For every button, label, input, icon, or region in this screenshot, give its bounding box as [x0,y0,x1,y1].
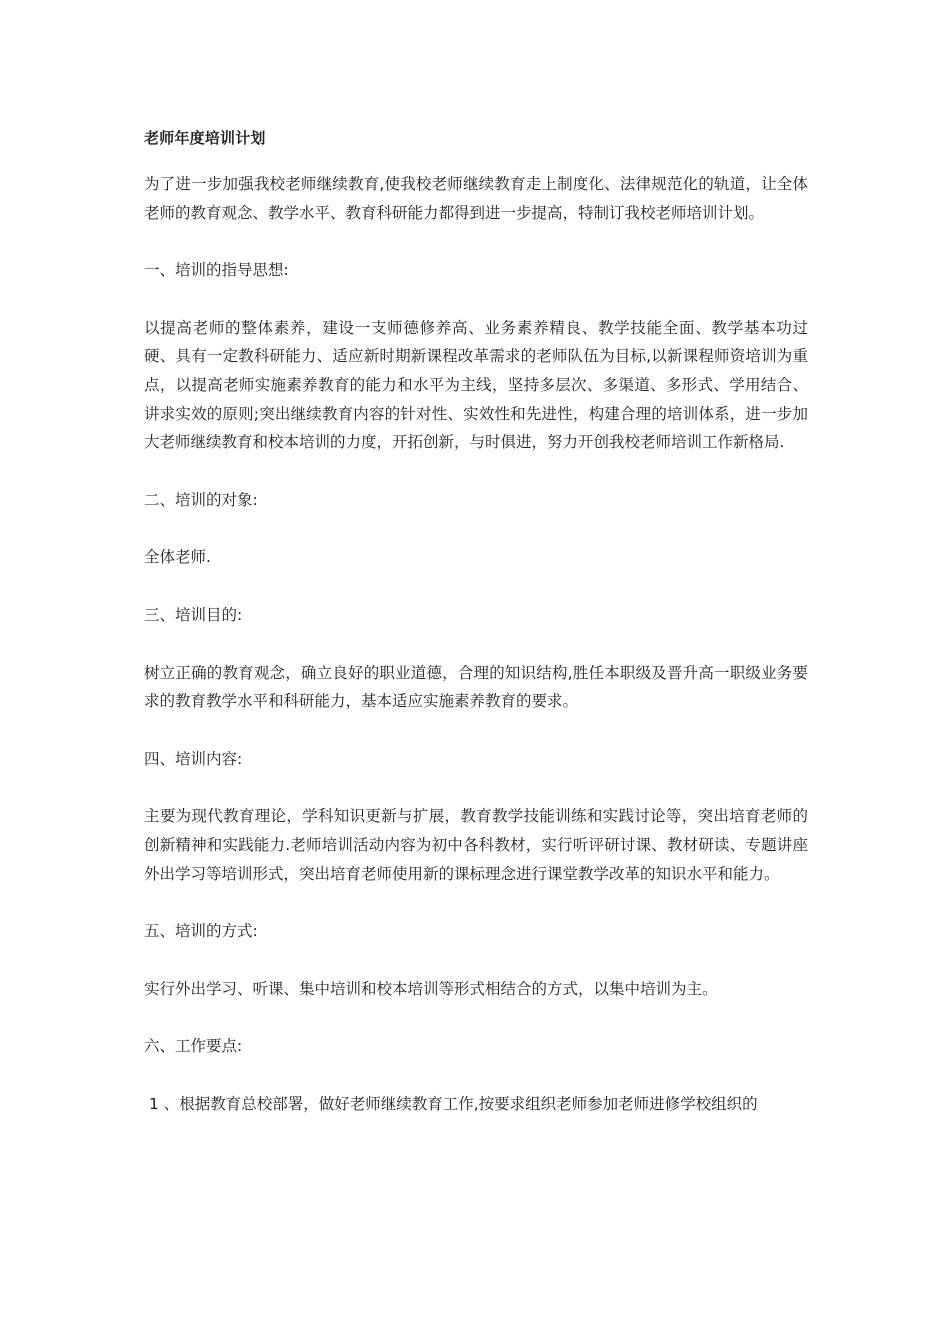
intro-paragraph: 为了进一步加强我校老师继续教育,使我校老师继续教育走上制度化、法律规范化的轨道，让全体老师的教育观念、教学水平、教育科研能力都得到进一步提高，特制订我校老师培训计划。 [144,175,808,222]
section-body-training-purpose: 树立正确的教育观念，确立良好的职业道德，合理的知识结构,胜任本职级及晋升高一职级业务要求的教育教学水平和科研能力，基本适应实施素养教育的要求。 [144,663,808,711]
section-body-work-points: 1 、根据教育总校部署，做好老师继续教育工作,按要求组织老师参加老师进修学校组织的 [144,1094,758,1113]
section-body-guiding-ideology: 以提高老师的整体素养，建设一支师德修养高、业务素养精良、教学技能全面、教学基本功过硬、具有一定教科研能力、适应新时期新课程改革需求的老师队伍为目标,以新课程师资培训为重点，以提高老师实施素养教育的能力和水平为主线，坚持多层次、多渠道、多形式、学用结合、讲求实效的原则;突出继续教育内容的针对性、实效性和先进性，构建合理的培训体系，进一步加大老师继续教育和校本培训的力度，开拓创新，与时俱进，努力开创我校老师培训工作新格局. [144,318,808,452]
section-heading-guiding-ideology: 一、培训的指导思想: [144,261,289,280]
document-page [144,118,808,1147]
section-heading-training-method: 五、培训的方式: [144,922,258,941]
section-body-training-content: 主要为现代教育理论，学科知识更新与扩展，教育教学技能训练和实践讨论等，突出培育老师的创新精神和实践能力.老师培训活动内容为初中各科教材，实行听评研讨课、教材研读、专题讲座外出学习等培训形式，突出培育老师使用新的课标理念进行课堂教学改革的知识水平和能力。 [144,807,808,883]
section-heading-training-content: 四、培训内容: [144,749,243,768]
section-heading-work-points: 六、工作要点: [144,1037,243,1056]
section-heading-training-target: 二、培训的对象: [144,490,258,509]
document-title: 老师年度培训计划 [144,129,266,147]
section-heading-training-purpose: 三、培训目的: [144,605,243,624]
section-body-training-method: 实行外出学习、听课、集中培训和校本培训等形式相结合的方式，以集中培训为主。 [144,979,718,998]
section-body-training-target: 全体老师. [144,548,211,567]
